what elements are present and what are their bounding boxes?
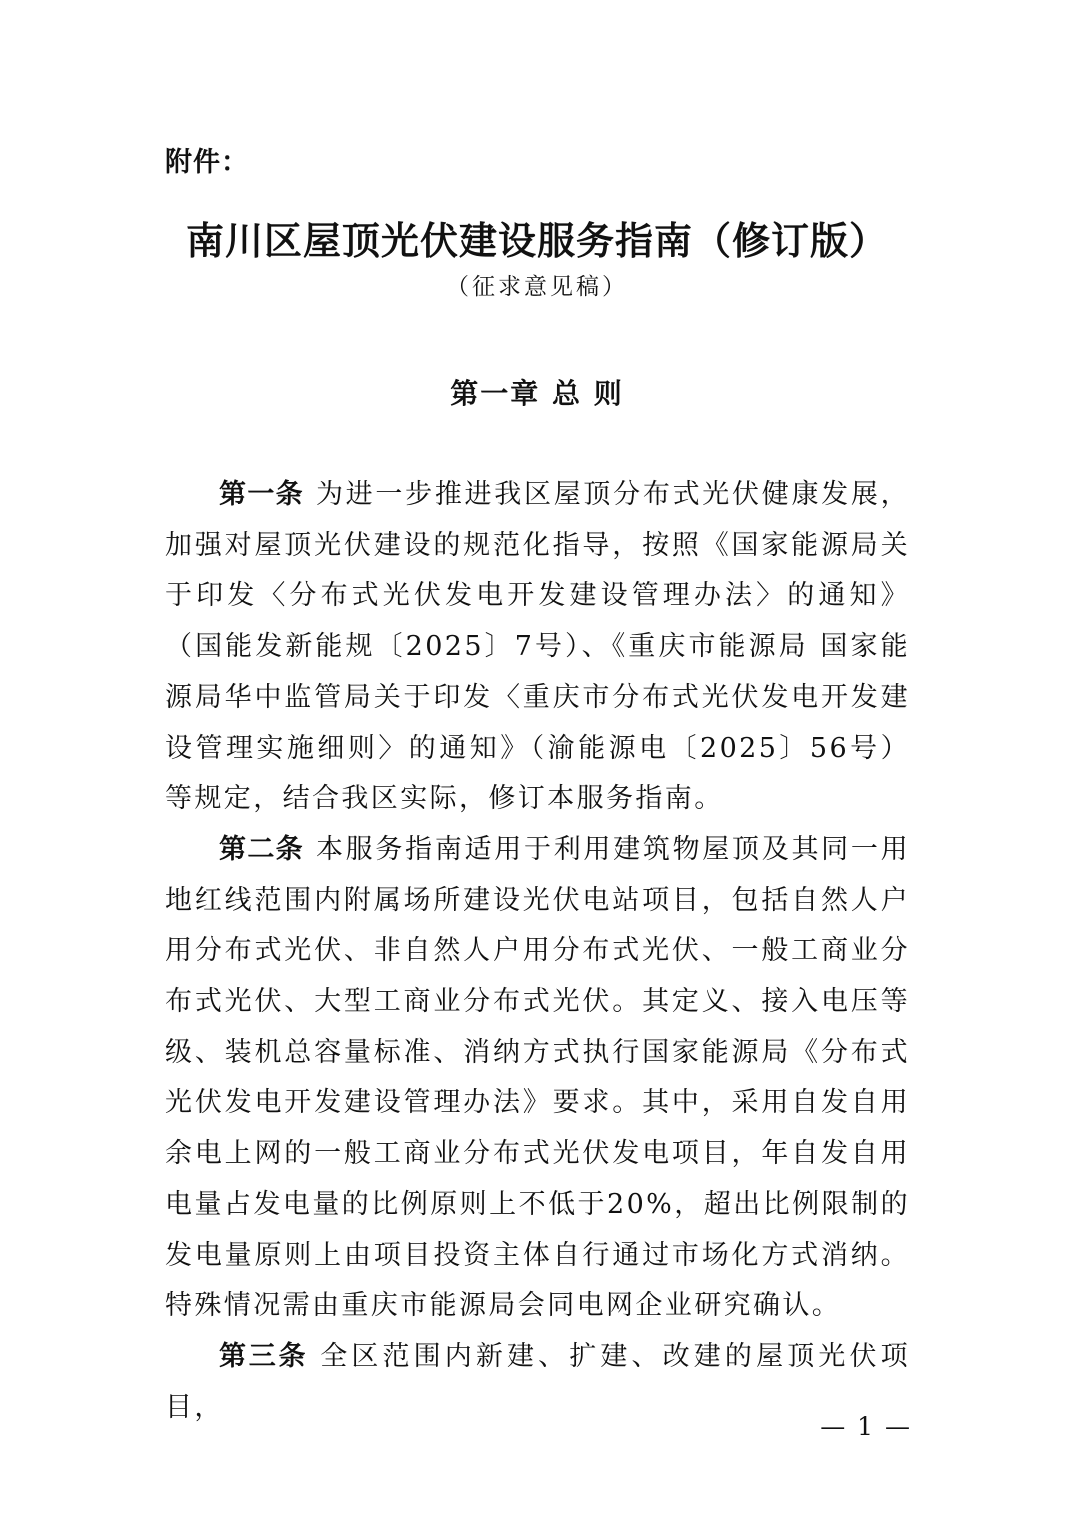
article-2: [165, 825, 910, 1332]
article-3-label: 第三条: [219, 1340, 309, 1372]
document-body: [165, 470, 910, 1433]
attachment-label: 附件：: [165, 147, 249, 178]
article-2-text: 本服务指南适用于利用建筑物屋顶及其同一用地红线范围内附属场所建设光伏电站项目，包括自然人户用分布式光伏、非自然人户用分布式光伏、一般工商业分布式光伏、大型工商业分布式光伏。其定义、接入电压等级、装机总容量标准、消纳方式执行国家能源局《分布式光伏发电开发建设管理办法》要求。其中，采用自发自用余电上网的一般工商业分布式光伏发电项目，年自发自用电量占发电量的比例原则上不低于20%，超出比例限制的发电量原则上由项目投资主体自行通过市场化方式消纳。特殊情况需由重庆市能源局会同电网企业研究确认。: [165, 833, 911, 1322]
article-2-label: 第二条: [219, 833, 304, 865]
article-3-text: 全区范围内新建、扩建、改建的屋顶光伏项目，: [165, 1340, 910, 1423]
page-number: — 1 —: [820, 1412, 912, 1441]
article-3: [165, 1332, 910, 1433]
chapter-heading: 第一章 总 则: [450, 377, 624, 410]
article-1: [165, 470, 910, 825]
article-1-label: 第一条: [219, 479, 304, 510]
article-1-text: 为进一步推进我区屋顶分布式光伏健康发展，加强对屋顶光伏建设的规范化指导，按照《国家能源局关于印发〈分布式光伏发电开发建设管理办法〉的通知》（国能发新能规〔2025〕7号）、《重庆市能源局 国家能源局华中监管局关于印发〈重庆市分布式光伏发电开发建设管理实施细则〉的通知》（渝能源电〔2025〕56号）等规定，结合我区实际，修订本服务指南。: [165, 479, 911, 815]
document-subtitle: （征求意见稿）: [446, 274, 628, 300]
document-title: 南川区屋顶光伏建设服务指南（修订版）: [185, 218, 888, 263]
